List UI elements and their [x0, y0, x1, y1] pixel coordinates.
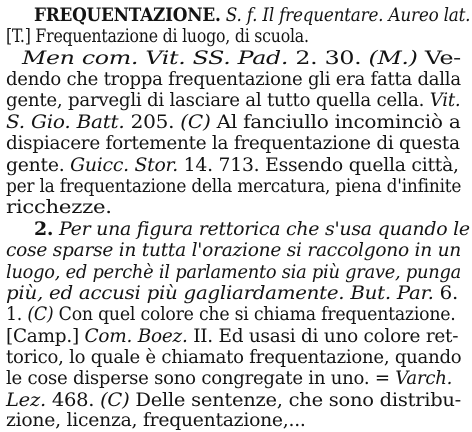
entry-text-run: 14. 713. Essendo quella città,	[177, 154, 459, 176]
entry-text-run: (C)	[27, 303, 54, 325]
entry-text-run: Vit.	[429, 89, 461, 111]
entry-text-run: Varch.	[395, 367, 453, 389]
entry-line-15	[6, 302, 456, 326]
entry-text-run: Men com. Vit. SS. Pad.	[22, 47, 289, 69]
entry-text-run: (M.)	[368, 47, 418, 69]
entry-text-run: dispiacere fortemente la frequentazione di questa	[6, 132, 460, 154]
entry-text-run: Guicc. Stor.	[70, 154, 178, 176]
entry-line-5	[6, 88, 460, 112]
entry-text-run: [T.] Frequentazione di luogo, di scuola.	[6, 25, 309, 47]
entry-text-run: per la frequentazione della mercatura, piena d'infinite	[6, 175, 462, 197]
entry-text-run: (C)	[180, 111, 211, 133]
entry-text-run: S. Gio. Batt.	[6, 111, 125, 133]
entry-text-run: 205.	[124, 111, 181, 133]
entry-line-20	[6, 408, 306, 432]
entry-line-7	[6, 131, 460, 155]
entry-line-10	[6, 195, 112, 219]
entry-text-run: [Camp.]	[6, 325, 85, 347]
entry-text-run: Ve-	[417, 47, 461, 69]
entry-text-run: II. Ed usasi di uno colore ret-	[187, 325, 459, 347]
entry-text-run: 2.	[34, 218, 54, 240]
entry-text-run: gente, parvegli di lasciare al tutto quella cella.	[6, 89, 430, 111]
entry-text-run: ricchezze.	[6, 196, 112, 218]
entry-text-run: gente.	[6, 154, 71, 176]
entry-text-run: FREQUENTAZIONE.	[34, 4, 221, 26]
entry-text-run: torico, lo quale è chiamato frequentazione, quando	[6, 346, 462, 368]
entry-text-run: 468.	[45, 389, 101, 411]
entry-text-run: cose sparse in tutta l'orazione si raccolgono in un	[6, 239, 462, 261]
entry-text-run: 6.	[433, 282, 459, 304]
entry-text-run: dendo che troppa frequentazione gli era fatta dalla	[6, 68, 461, 90]
entry-line-2	[6, 24, 309, 48]
entry-line-12	[6, 238, 461, 262]
entry-text-run: But. Par.	[344, 282, 434, 304]
entry-text-run: Con quel colore che si chiama frequentazione.	[53, 303, 456, 325]
entry-text-run: più, ed accusi più gagliardamente.	[6, 282, 345, 304]
entry-text-run: luogo, ed perchè il parlamento sia più grave, punga	[6, 261, 462, 283]
entry-text-run: Per una figura rettorica che s'usa quando le	[53, 218, 470, 240]
entry-text-run: Delle sentenze, che sono distribu-	[129, 389, 462, 411]
entry-text-run: zione, licenza, frequentazione,...	[6, 409, 306, 431]
entry-text-run: le cose disperse sono congregate in uno. =	[6, 367, 396, 389]
entry-text-run: Com. Boez.	[84, 325, 188, 347]
entry-line-18	[6, 366, 452, 390]
entry-text-run: S. f. Il frequentare. Aureo lat.	[220, 4, 471, 26]
entry-text-run: Al fanciullo incominciò a	[210, 111, 461, 133]
entry-text-run: 2. 30.	[288, 47, 369, 69]
entry-text-run: Lez.	[6, 389, 46, 411]
entry-text-run: (C)	[100, 389, 130, 411]
entry-text-run: 1.	[6, 303, 28, 325]
